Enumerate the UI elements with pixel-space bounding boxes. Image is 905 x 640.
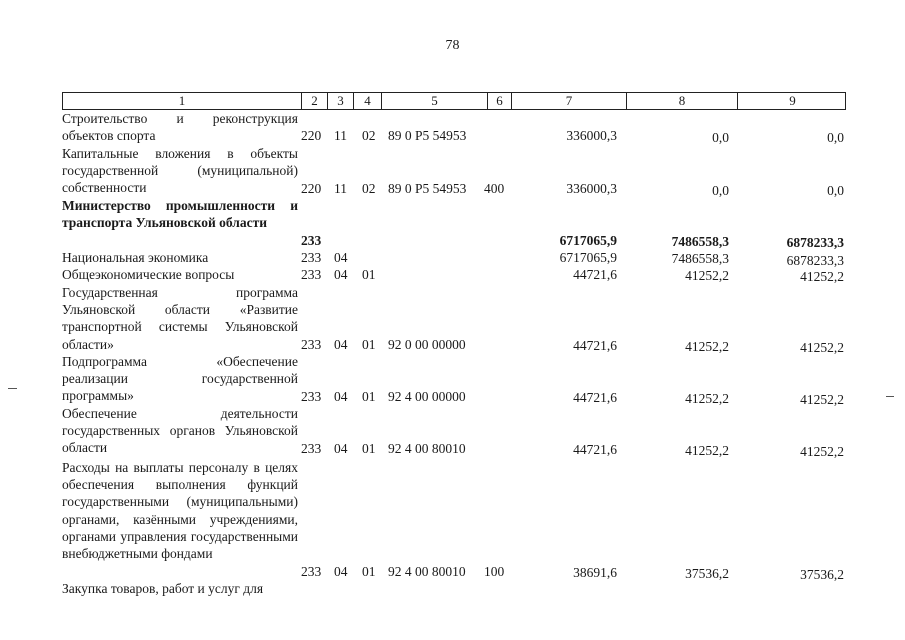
row-4-col7: 6717065,9 [559, 250, 617, 265]
row-5-col7: 44721,6 [573, 267, 617, 282]
table-header [62, 92, 846, 110]
row-9-col7: 38691,6 [573, 565, 617, 580]
row-7-name: Подпрограмма «Обеспечение реализации государственной программы» [62, 354, 298, 404]
row-8-col4: 01 [362, 441, 376, 456]
row-8-col8: 41252,2 [685, 443, 729, 458]
header-col-3: 3 [327, 93, 353, 109]
row-8-col3: 04 [334, 441, 348, 456]
row-3-col8: 7486558,3 [671, 234, 729, 249]
row-1-col3: 11 [334, 128, 347, 143]
row-1-col5: 89 0 P5 54953 [388, 128, 467, 143]
row-5-col8: 41252,2 [685, 268, 729, 283]
row-7-col4: 01 [362, 389, 376, 404]
row-5-col9: 41252,2 [800, 269, 844, 284]
header-col-5: 5 [381, 93, 487, 109]
row-2-col7: 336000,3 [566, 181, 617, 196]
row-1-col8: 0,0 [712, 130, 729, 145]
row-7-col3: 04 [334, 389, 348, 404]
page-number: 78 [445, 38, 460, 53]
row-8-name: Обеспечение деятельности государственных органов Ульяновской области [62, 406, 298, 456]
scan-mark-right [886, 396, 894, 397]
row-5-col2: 233 [301, 267, 322, 282]
row-2-col8: 0,0 [712, 183, 729, 198]
row-2-col5: 89 0 P5 54953 [388, 181, 467, 196]
row-9-col9: 37536,2 [800, 567, 844, 582]
row-2-col3: 11 [334, 181, 347, 196]
row-9-col2: 233 [301, 564, 322, 579]
header-col-2: 2 [301, 93, 327, 109]
row-3-col9: 6878233,3 [786, 235, 844, 250]
row-2-col6: 400 [484, 181, 505, 196]
row-6-name: Государственная программа Ульяновской области «Развитие транспортной системы Ульяновской области» [62, 285, 298, 352]
row-7-col5: 92 4 00 00000 [388, 389, 466, 404]
row-6-col8: 41252,2 [685, 339, 729, 354]
row-4-col9: 6878233,3 [786, 253, 844, 268]
row-6-col4: 01 [362, 337, 376, 352]
header-col-4: 4 [353, 93, 381, 109]
row-9-col6: 100 [484, 564, 505, 579]
row-2-col9: 0,0 [827, 183, 844, 198]
row-9-col3: 04 [334, 564, 348, 579]
row-4-col2: 233 [301, 250, 322, 265]
row-6-col7: 44721,6 [573, 338, 617, 353]
row-1-name: Строительство и реконструкция объектов спорта [62, 111, 298, 144]
row-1-col4: 02 [362, 128, 376, 143]
row-1-col9: 0,0 [827, 130, 844, 145]
row-1-col7: 336000,3 [566, 128, 617, 143]
row-5-col4: 01 [362, 267, 376, 282]
row-10-name: Закупка товаров, работ и услуг для [62, 581, 264, 596]
row-6-col2: 233 [301, 337, 322, 352]
row-8-col7: 44721,6 [573, 442, 617, 457]
row-2-col2: 220 [301, 181, 322, 196]
row-2-name: Капитальные вложения в объекты государственной (муниципальной) собственности [62, 146, 298, 196]
row-9-name: Расходы на выплаты персоналу в целях обеспечения выполнения функций государственными (муниципальными) органами, казёнными учреждениями, органами управления государственными внебюджетными фондами [62, 460, 298, 562]
scan-mark-left [8, 388, 17, 389]
row-8-col5: 92 4 00 80010 [388, 441, 466, 456]
row-6-col9: 41252,2 [800, 340, 844, 355]
row-4-col3: 04 [334, 250, 348, 265]
row-5-col3: 04 [334, 267, 348, 282]
row-8-col2: 233 [301, 441, 322, 456]
row-4-name: Национальная экономика [62, 250, 209, 265]
row-5-name: Общеэкономические вопросы [62, 267, 235, 282]
row-7-col7: 44721,6 [573, 390, 617, 405]
header-col-6: 6 [487, 93, 511, 109]
row-6-col3: 04 [334, 337, 348, 352]
row-8-col9: 41252,2 [800, 444, 844, 459]
row-7-col9: 41252,2 [800, 392, 844, 407]
row-3-name: Министерство промышленности и транспорта Ульяновской области [62, 198, 298, 231]
header-col-7: 7 [511, 93, 626, 109]
row-3-col7: 6717065,9 [559, 233, 617, 248]
header-col-8: 8 [626, 93, 737, 109]
row-6-col5: 92 0 00 00000 [388, 337, 466, 352]
row-3-col2: 233 [301, 233, 322, 248]
row-7-col8: 41252,2 [685, 391, 729, 406]
row-9-col8: 37536,2 [685, 566, 729, 581]
row-4-col8: 7486558,3 [671, 251, 729, 266]
row-9-col5: 92 4 00 80010 [388, 564, 466, 579]
row-2-col4: 02 [362, 181, 376, 196]
row-9-col4: 01 [362, 564, 376, 579]
header-col-1: 1 [178, 93, 186, 108]
row-1-col2: 220 [301, 128, 322, 143]
row-7-col2: 233 [301, 389, 322, 404]
header-col-9: 9 [737, 93, 847, 109]
